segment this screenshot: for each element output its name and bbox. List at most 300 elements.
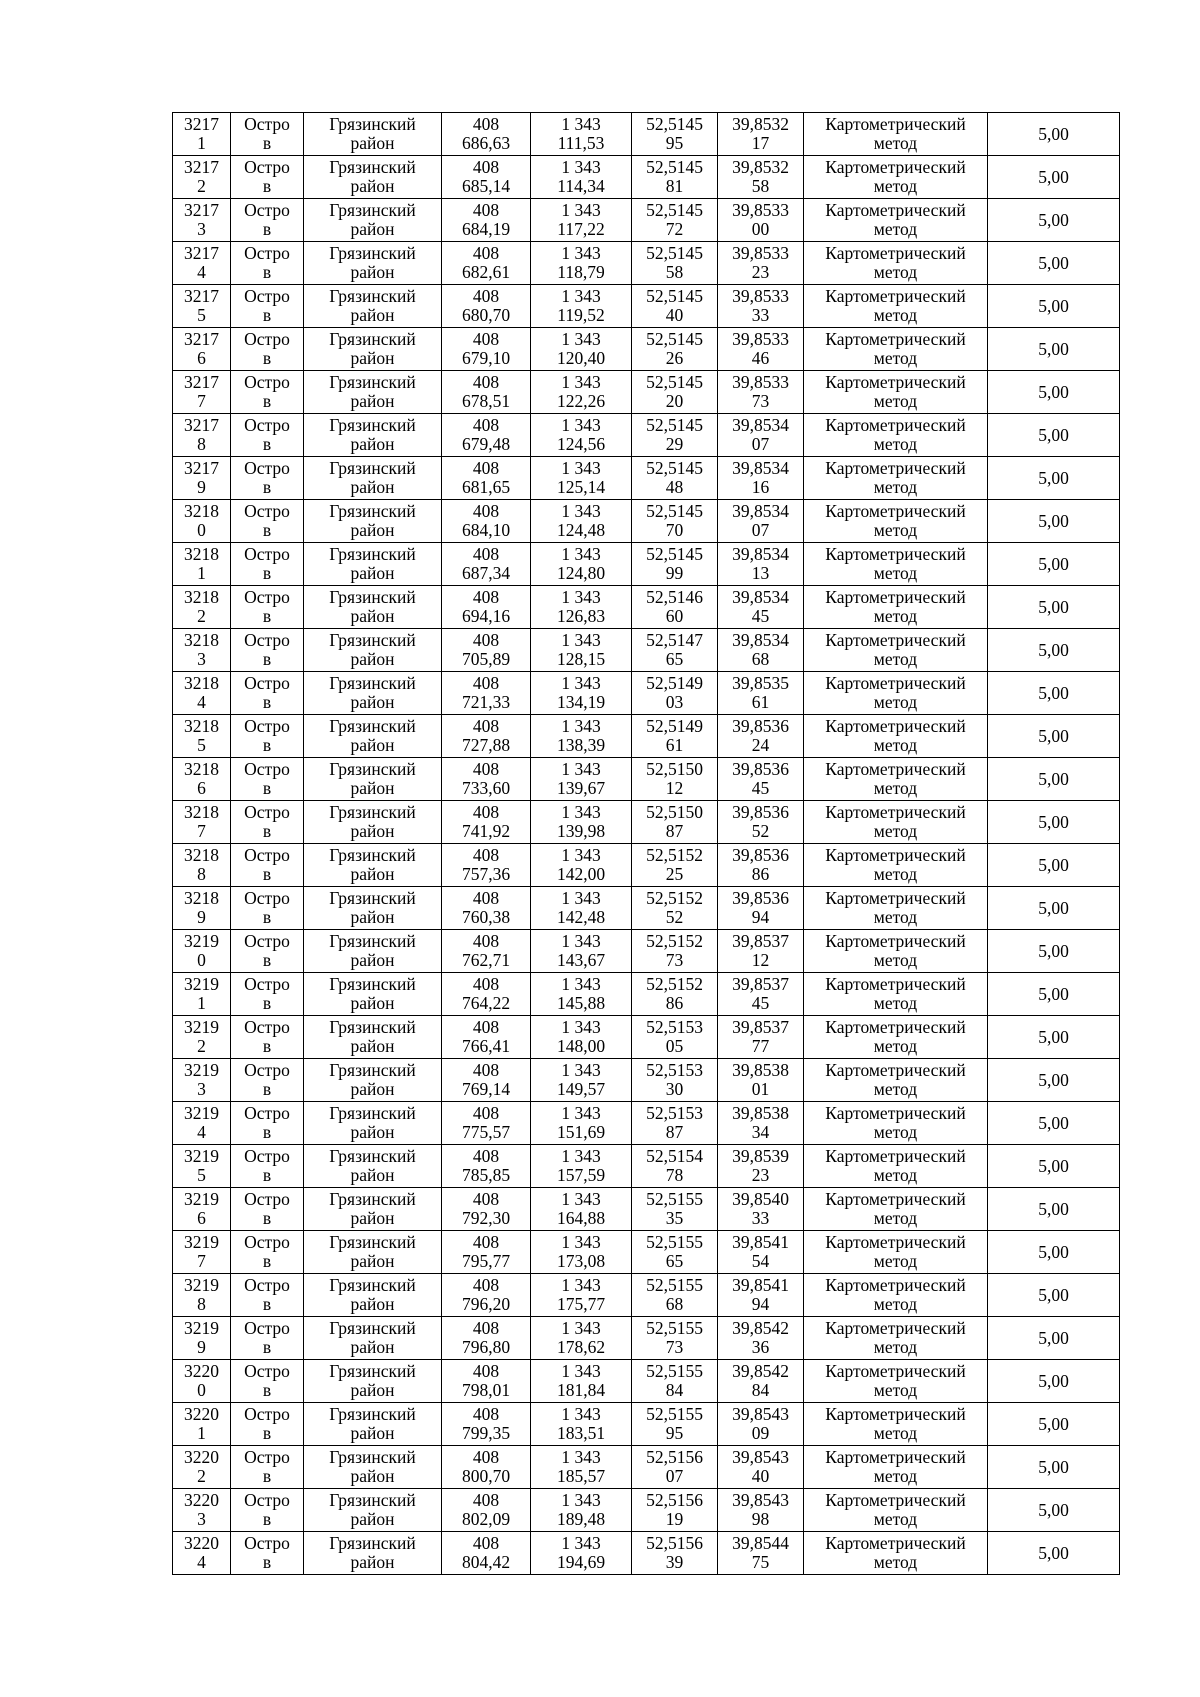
longitude-cell [718,1016,804,1059]
method-cell-line: Картометрический [825,1232,966,1252]
accuracy-cell: 5,00 [988,371,1120,414]
coordinate-x-cell-line: 796,80 [461,1337,511,1357]
latitude-cell-line: 99 [665,563,684,583]
latitude-cell-line: 52,5155 [646,1189,703,1209]
longitude-cell-line: 39,8539 [732,1146,789,1166]
longitude-cell [718,844,804,887]
latitude-cell [632,156,718,199]
longitude-cell-line: 45 [751,993,770,1013]
method-cell-line: Картометрический [825,329,966,349]
coordinate-y-cell [531,113,632,156]
latitude-cell-line: 52 [665,907,684,927]
longitude-cell-line: 39,8536 [732,802,789,822]
coordinate-y-cell-line: 189,48 [556,1509,606,1529]
coordinate-y-cell [531,285,632,328]
point-number-cell [173,1016,231,1059]
method-cell-line: Картометрический [825,501,966,521]
coordinate-y-cell-line: 149,57 [556,1079,606,1099]
coordinate-x-cell-line: 408 [472,1060,500,1080]
coordinate-x-cell-line: 408 [472,501,500,521]
longitude-cell-line: 94 [751,907,770,927]
point-number-cell [173,801,231,844]
coordinate-y-cell-line: 194,69 [556,1552,606,1572]
coordinate-y-cell-line: 185,57 [556,1466,606,1486]
coordinate-y-cell-line: 1 343 [561,1146,601,1166]
accuracy-cell: 5,00 [988,1145,1120,1188]
district-cell-line: район [350,1165,395,1185]
latitude-cell-line: 52,5156 [646,1490,703,1510]
district-cell [304,844,442,887]
object-type-cell [231,1489,304,1532]
coordinate-x-cell-line: 785,85 [461,1165,511,1185]
district-cell-line: Грязинский [329,845,416,865]
latitude-cell-line: 61 [665,735,684,755]
object-type-cell-line: Остро [244,1275,290,1295]
coordinate-y-cell [531,715,632,758]
longitude-cell-line: 34 [751,1122,770,1142]
object-type-cell-line: в [262,821,272,841]
object-type-cell-line: в [262,1079,272,1099]
coordinate-x-cell [442,930,531,973]
method-cell-line: Картометрический [825,544,966,564]
object-type-cell [231,543,304,586]
latitude-cell-line: 52,5152 [646,845,703,865]
method-cell [804,1145,988,1188]
point-number-cell-line: 3218 [184,759,219,779]
point-number-cell-line: 1 [197,563,206,583]
coordinate-x-cell-line: 408 [472,286,500,306]
district-cell-line: район [350,219,395,239]
longitude-cell-line: 23 [751,262,770,282]
longitude-cell [718,629,804,672]
coordinate-y-cell [531,1016,632,1059]
longitude-cell-line: 39,8543 [732,1490,789,1510]
district-cell-line: Грязинский [329,1533,416,1553]
longitude-cell-line: 33 [751,1208,770,1228]
coordinate-x-cell-line: 408 [472,1404,500,1424]
method-cell-line: метод [873,692,918,712]
method-cell-line: метод [873,262,918,282]
method-cell-line: метод [873,1294,918,1314]
longitude-cell [718,285,804,328]
method-cell-line: Картометрический [825,1533,966,1553]
longitude-cell-line: 39,8542 [732,1361,789,1381]
accuracy-cell: 5,00 [988,156,1120,199]
district-cell-line: Грязинский [329,200,416,220]
object-type-cell-line: в [262,176,272,196]
longitude-cell-line: 52 [751,821,770,841]
object-type-cell-line: в [262,649,272,669]
method-cell-line: Картометрический [825,587,966,607]
object-type-cell [231,1188,304,1231]
district-cell [304,1059,442,1102]
latitude-cell-line: 52,5156 [646,1533,703,1553]
latitude-cell-line: 52,5146 [646,587,703,607]
table-row [173,1145,1120,1188]
coordinate-y-cell-line: 143,67 [556,950,606,970]
method-cell [804,113,988,156]
accuracy-cell: 5,00 [988,113,1120,156]
object-type-cell-line: в [262,133,272,153]
longitude-cell-line: 75 [751,1552,770,1572]
object-type-cell-line: в [262,1509,272,1529]
district-cell-line: район [350,348,395,368]
coordinate-y-cell-line: 138,39 [556,735,606,755]
coordinate-y-cell [531,1188,632,1231]
longitude-cell-line: 39,8543 [732,1447,789,1467]
object-type-cell [231,973,304,1016]
coordinate-y-cell-line: 134,19 [556,692,606,712]
district-cell [304,156,442,199]
accuracy-cell: 5,00 [988,1446,1120,1489]
district-cell [304,1188,442,1231]
point-number-cell-line: 3218 [184,845,219,865]
coordinate-x-cell-line: 408 [472,1232,500,1252]
coordinate-x-cell-line: 764,22 [461,993,511,1013]
latitude-cell-line: 52,5145 [646,501,703,521]
coordinate-y-cell-line: 1 343 [561,1404,601,1424]
object-type-cell [231,1317,304,1360]
longitude-cell-line: 39,8533 [732,200,789,220]
table-row [173,414,1120,457]
longitude-cell-line: 39,8535 [732,673,789,693]
latitude-cell-line: 73 [665,950,684,970]
object-type-cell-line: Остро [244,1189,290,1209]
latitude-cell-line: 07 [665,1466,684,1486]
coordinate-y-cell-line: 118,79 [557,262,605,282]
latitude-cell [632,543,718,586]
coordinate-y-cell-line: 1 343 [561,802,601,822]
method-cell [804,156,988,199]
coordinate-y-cell [531,500,632,543]
coordinate-x-cell-line: 682,61 [461,262,511,282]
longitude-cell [718,586,804,629]
coordinate-y-cell-line: 142,00 [556,864,606,884]
accuracy-cell: 5,00 [988,1016,1120,1059]
accuracy-cell: 5,00 [988,242,1120,285]
coordinate-y-cell-line: 1 343 [561,759,601,779]
point-number-cell [173,758,231,801]
district-cell [304,930,442,973]
coordinate-x-cell-line: 721,33 [461,692,511,712]
latitude-cell [632,887,718,930]
longitude-cell [718,887,804,930]
coordinate-y-cell [531,973,632,1016]
accuracy-cell: 5,00 [988,199,1120,242]
longitude-cell-line: 39,8536 [732,845,789,865]
latitude-cell-line: 52,5147 [646,630,703,650]
object-type-cell-line: в [262,1251,272,1271]
longitude-cell [718,1532,804,1575]
coordinate-y-cell [531,156,632,199]
table-row [173,1446,1120,1489]
point-number-cell-line: 3220 [184,1447,219,1467]
point-number-cell-line: 3217 [184,329,219,349]
district-cell [304,328,442,371]
longitude-cell-line: 13 [751,563,770,583]
coordinate-x-cell-line: 408 [472,157,500,177]
district-cell-line: район [350,692,395,712]
object-type-cell-line: Остро [244,1103,290,1123]
coordinates-table [172,112,1120,1575]
longitude-cell-line: 39,8537 [732,974,789,994]
coordinate-y-cell-line: 1 343 [561,1490,601,1510]
object-type-cell [231,715,304,758]
point-number-cell-line: 3220 [184,1404,219,1424]
method-cell-line: метод [873,606,918,626]
latitude-cell-line: 78 [665,1165,684,1185]
district-cell-line: Грязинский [329,458,416,478]
longitude-cell [718,1102,804,1145]
method-cell-line: метод [873,1466,918,1486]
table-row [173,156,1120,199]
object-type-cell [231,1446,304,1489]
object-type-cell-line: Остро [244,759,290,779]
accuracy-cell: 5,00 [988,500,1120,543]
object-type-cell-line: в [262,477,272,497]
coordinate-y-cell [531,1231,632,1274]
point-number-cell-line: 3219 [184,1060,219,1080]
latitude-cell-line: 52,5145 [646,544,703,564]
district-cell-line: район [350,391,395,411]
coordinate-y-cell-line: 1 343 [561,587,601,607]
longitude-cell [718,199,804,242]
district-cell-line: район [350,1509,395,1529]
district-cell-line: район [350,1251,395,1271]
coordinate-x-cell-line: 760,38 [461,907,511,927]
object-type-cell-line: Остро [244,931,290,951]
latitude-cell-line: 65 [665,1251,684,1271]
latitude-cell-line: 52,5153 [646,1017,703,1037]
district-cell-line: Грязинский [329,1275,416,1295]
object-type-cell-line: Остро [244,1146,290,1166]
latitude-cell-line: 68 [665,1294,684,1314]
longitude-cell-line: 73 [751,391,770,411]
table-row [173,1188,1120,1231]
object-type-cell [231,328,304,371]
coordinate-x-cell-line: 408 [472,415,500,435]
table-row [173,113,1120,156]
object-type-cell [231,371,304,414]
coordinate-y-cell [531,930,632,973]
longitude-cell-line: 39,8533 [732,372,789,392]
district-cell-line: Грязинский [329,1490,416,1510]
object-type-cell-line: Остро [244,1490,290,1510]
longitude-cell-line: 24 [751,735,770,755]
coordinate-x-cell-line: 408 [472,1146,500,1166]
method-cell-line: метод [873,305,918,325]
coordinate-x-cell-line: 678,51 [461,391,511,411]
district-cell [304,672,442,715]
coordinate-x-cell [442,672,531,715]
point-number-cell [173,973,231,1016]
table-row [173,758,1120,801]
coordinate-x-cell [442,1016,531,1059]
coordinate-y-cell [531,242,632,285]
object-type-cell-line: Остро [244,587,290,607]
accuracy-cell: 5,00 [988,801,1120,844]
coordinate-x-cell [442,500,531,543]
object-type-cell [231,1016,304,1059]
point-number-cell-line: 3 [197,1509,206,1529]
longitude-cell-line: 84 [751,1380,770,1400]
method-cell [804,1016,988,1059]
point-number-cell [173,586,231,629]
coordinate-y-cell-line: 1 343 [561,1318,601,1338]
latitude-cell-line: 03 [665,692,684,712]
coordinate-y-cell [531,1446,632,1489]
coordinate-x-cell-line: 798,01 [461,1380,511,1400]
latitude-cell-line: 48 [665,477,684,497]
point-number-cell [173,1317,231,1360]
object-type-cell-line: в [262,1122,272,1142]
district-cell-line: район [350,434,395,454]
point-number-cell [173,1102,231,1145]
object-type-cell-line: Остро [244,200,290,220]
longitude-cell [718,1489,804,1532]
coordinate-y-cell-line: 173,08 [556,1251,606,1271]
coordinate-y-cell-line: 1 343 [561,630,601,650]
coordinate-x-cell [442,715,531,758]
point-number-cell-line: 8 [197,1294,206,1314]
accuracy-cell: 5,00 [988,457,1120,500]
object-type-cell-line: в [262,993,272,1013]
longitude-cell [718,672,804,715]
latitude-cell [632,1059,718,1102]
longitude-cell-line: 33 [751,305,770,325]
coordinate-x-cell-line: 694,16 [461,606,511,626]
district-cell-line: район [350,1423,395,1443]
point-number-cell-line: 3218 [184,716,219,736]
point-number-cell [173,1446,231,1489]
district-cell [304,113,442,156]
point-number-cell [173,328,231,371]
object-type-cell-line: в [262,1380,272,1400]
district-cell [304,586,442,629]
longitude-cell [718,543,804,586]
district-cell-line: район [350,821,395,841]
coordinate-y-cell-line: 181,84 [556,1380,606,1400]
point-number-cell [173,457,231,500]
method-cell-line: метод [873,219,918,239]
accuracy-cell: 5,00 [988,1489,1120,1532]
coordinate-x-cell-line: 408 [472,716,500,736]
longitude-cell-line: 98 [751,1509,770,1529]
object-type-cell-line: в [262,1165,272,1185]
district-cell-line: район [350,1337,395,1357]
method-cell-line: метод [873,821,918,841]
coordinate-x-cell-line: 408 [472,845,500,865]
point-number-cell-line: 3217 [184,286,219,306]
object-type-cell [231,801,304,844]
coordinate-y-cell-line: 1 343 [561,845,601,865]
longitude-cell-line: 39,8541 [732,1232,789,1252]
district-cell-line: Грязинский [329,759,416,779]
coordinate-y-cell [531,1403,632,1446]
object-type-cell [231,1274,304,1317]
coordinate-y-cell-line: 126,83 [556,606,606,626]
point-number-cell-line: 3219 [184,1275,219,1295]
object-type-cell-line: Остро [244,1447,290,1467]
method-cell-line: Картометрический [825,286,966,306]
longitude-cell-line: 39,8536 [732,888,789,908]
coordinate-y-cell-line: 139,98 [556,821,606,841]
method-cell-line: Картометрический [825,888,966,908]
longitude-cell-line: 68 [751,649,770,669]
table-row [173,242,1120,285]
method-cell [804,199,988,242]
coordinate-x-cell [442,242,531,285]
object-type-cell [231,930,304,973]
latitude-cell [632,1403,718,1446]
district-cell [304,285,442,328]
latitude-cell [632,1489,718,1532]
district-cell-line: Грязинский [329,974,416,994]
point-number-cell [173,543,231,586]
longitude-cell-line: 23 [751,1165,770,1185]
coordinate-x-cell-line: 408 [472,630,500,650]
coordinate-x-cell-line: 679,48 [461,434,511,454]
method-cell [804,1231,988,1274]
object-type-cell-line: в [262,864,272,884]
coordinate-x-cell-line: 408 [472,1361,500,1381]
coordinate-x-cell [442,758,531,801]
point-number-cell-line: 3220 [184,1490,219,1510]
method-cell [804,715,988,758]
longitude-cell [718,801,804,844]
district-cell-line: район [350,563,395,583]
latitude-cell [632,500,718,543]
method-cell-line: метод [873,907,918,927]
object-type-cell-line: в [262,1337,272,1357]
coordinate-y-cell-line: 1 343 [561,1017,601,1037]
longitude-cell-line: 45 [751,778,770,798]
point-number-cell-line: 3218 [184,630,219,650]
latitude-cell-line: 52,5150 [646,802,703,822]
coordinate-y-cell-line: 175,77 [556,1294,606,1314]
table-row [173,973,1120,1016]
coordinate-x-cell-line: 408 [472,888,500,908]
method-cell-line: метод [873,348,918,368]
method-cell [804,1188,988,1231]
latitude-cell-line: 58 [665,262,684,282]
object-type-cell-line: Остро [244,802,290,822]
coordinate-x-cell-line: 408 [472,372,500,392]
method-cell [804,973,988,1016]
point-number-cell-line: 6 [197,778,206,798]
longitude-cell-line: 86 [751,864,770,884]
latitude-cell-line: 52,5155 [646,1318,703,1338]
longitude-cell-line: 39,8543 [732,1404,789,1424]
table-row [173,1403,1120,1446]
method-cell-line: Картометрический [825,1447,966,1467]
coordinate-y-cell [531,1317,632,1360]
district-cell [304,371,442,414]
district-cell-line: Грязинский [329,1232,416,1252]
coordinate-y-cell-line: 1 343 [561,1189,601,1209]
method-cell-line: метод [873,778,918,798]
method-cell-line: Картометрический [825,974,966,994]
coordinate-y-cell-line: 122,26 [556,391,606,411]
method-cell [804,930,988,973]
method-cell [804,1059,988,1102]
table-row [173,629,1120,672]
point-number-cell-line: 3218 [184,544,219,564]
point-number-cell-line: 4 [197,1122,206,1142]
coordinate-x-cell [442,1188,531,1231]
district-cell [304,1532,442,1575]
coordinate-y-cell-line: 1 343 [561,1361,601,1381]
